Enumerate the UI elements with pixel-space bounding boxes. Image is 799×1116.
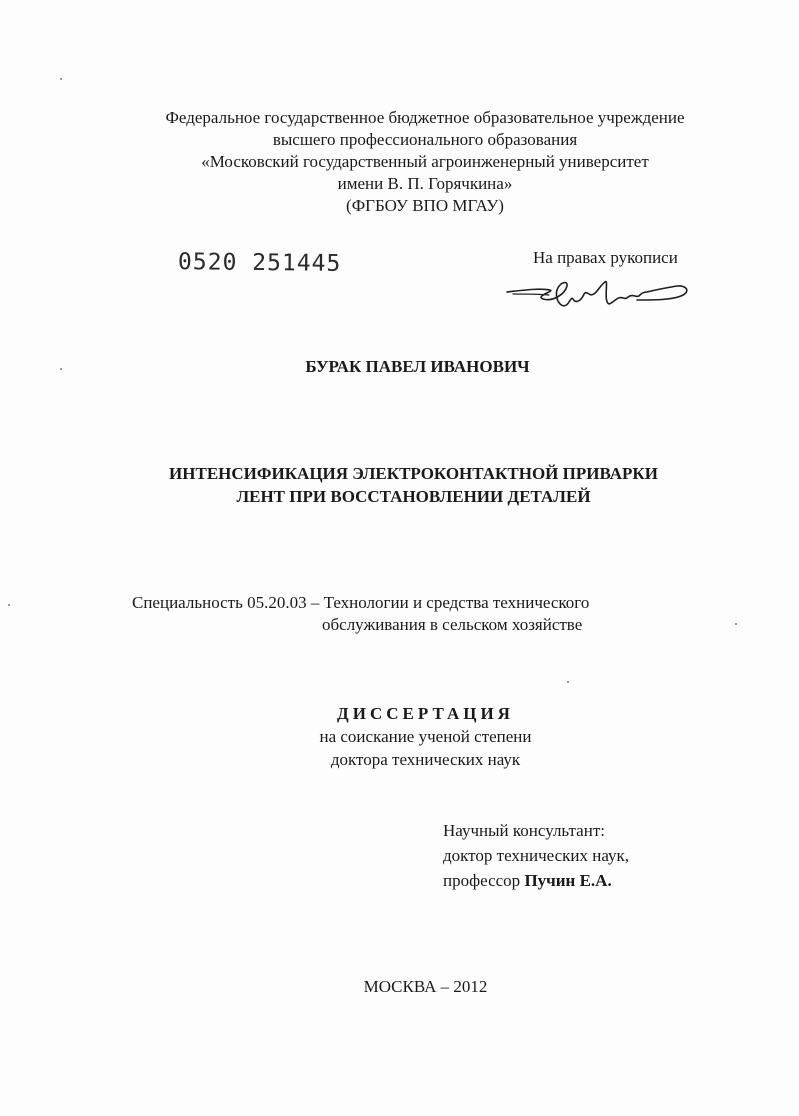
consultant-label: Научный консультант: <box>443 821 605 840</box>
scan-speck <box>567 681 569 683</box>
scan-speck <box>8 604 10 606</box>
specialty-line-1: Специальность 05.20.03 – Технологии и средства технического <box>132 593 590 612</box>
degree-line-2: доктора технических наук <box>330 750 521 769</box>
consultant-degree: доктор технических наук, <box>443 846 630 865</box>
consultant-title <box>443 868 629 893</box>
author-name: БУРАК ПАВЕЛ ИВАНОВИЧ <box>305 357 530 376</box>
scan-speck <box>60 78 62 80</box>
scan-speck <box>735 623 737 625</box>
rights-note: На правах рукописи <box>533 248 678 267</box>
scan-speck <box>60 368 62 370</box>
degree-line-1: на соискание ученой степени <box>319 727 532 746</box>
title-line-2: ЛЕНТ ПРИ ВОССТАНОВЛЕНИИ ДЕТАЛЕЙ <box>236 487 591 506</box>
institution-block <box>60 107 790 217</box>
institution-line-3: «Московский государственный агроинженерный университет <box>201 152 649 171</box>
handwritten-signature <box>505 272 695 317</box>
institution-line-1: Федеральное государственное бюджетное образовательное учреждение <box>165 108 685 127</box>
dissertation-title <box>0 462 799 508</box>
dissertation-heading: ДИССЕРТАЦИЯ <box>337 704 514 723</box>
title-line-1: ИНТЕНСИФИКАЦИЯ ЭЛЕКТРОКОНТАКТНОЙ ПРИВАРКИ <box>169 464 658 483</box>
consultant-name: Пучин Е.А. <box>524 871 612 890</box>
specialty-block <box>132 592 589 636</box>
specialty-line-2: обслуживания в сельском хозяйстве <box>322 615 583 634</box>
stamp-number: 0520 251445 <box>177 249 342 277</box>
institution-line-4: имени В. П. Горячкина» <box>337 174 513 193</box>
institution-line-2: высшего профессионального образования <box>272 130 578 149</box>
institution-line-5: (ФГБОУ ВПО МГАУ) <box>346 196 504 215</box>
city-year: МОСКВА – 2012 <box>363 977 488 996</box>
dissertation-block <box>0 702 799 771</box>
consultant-block <box>443 818 629 893</box>
consultant-title-prefix: профессор <box>443 871 521 890</box>
